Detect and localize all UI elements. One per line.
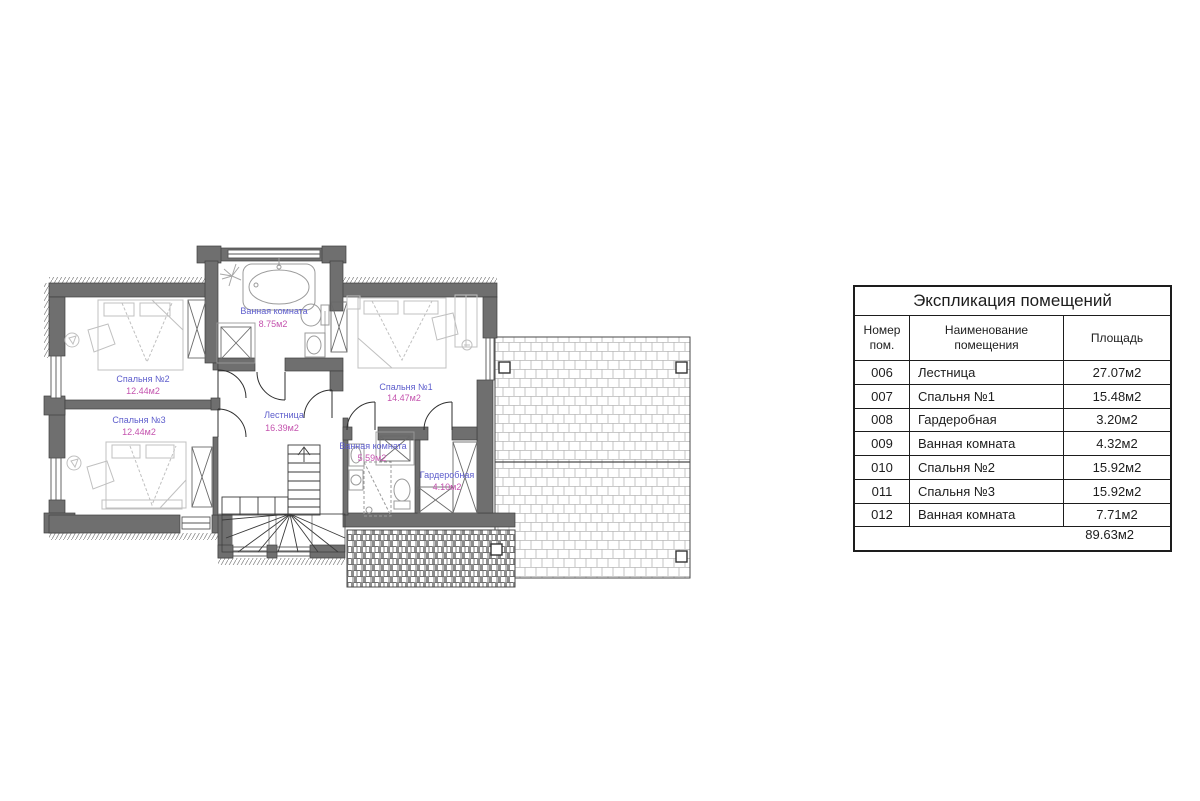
door bbox=[347, 402, 375, 430]
room-label-bedroom1: Спальня №1 bbox=[379, 382, 433, 392]
vent-shaft bbox=[217, 323, 255, 363]
window bbox=[228, 250, 320, 258]
cell-room-number: 006 bbox=[855, 361, 910, 384]
cell-room-area: 3.20м2 bbox=[1096, 412, 1138, 428]
floor-lamp bbox=[462, 340, 472, 350]
header-room-area: Площадь bbox=[1090, 330, 1144, 345]
sink bbox=[305, 333, 325, 357]
table-row bbox=[855, 456, 1170, 480]
door bbox=[218, 370, 246, 398]
table-total-row bbox=[855, 527, 1170, 550]
table-row bbox=[855, 432, 1170, 456]
room-label-wardrobe: Гардеробная bbox=[419, 470, 475, 480]
window bbox=[182, 517, 210, 529]
cell-room-name: Ванная комната bbox=[910, 432, 1064, 455]
cell-room-number: 007 bbox=[855, 385, 910, 408]
room-area-bath-top: 8.75м2 bbox=[258, 319, 288, 329]
room-area-bedroom2: 12.44м2 bbox=[126, 386, 160, 396]
header-room-number: Номер пом. bbox=[855, 316, 910, 360]
cell-room-number: 010 bbox=[855, 456, 910, 479]
cell-room-area: 4.32м2 bbox=[1096, 436, 1138, 452]
roof-bottom-strip bbox=[347, 530, 515, 587]
cell-room-area: 7.71м2 bbox=[1096, 507, 1138, 523]
cell-room-area: 15.48м2 bbox=[1092, 388, 1142, 404]
armchair bbox=[432, 313, 458, 340]
walls bbox=[44, 246, 515, 558]
window bbox=[51, 458, 61, 500]
room-label-bath-top: Ванная комната bbox=[240, 306, 308, 316]
cell-room-number: 008 bbox=[855, 409, 910, 432]
room-label-bedroom2: Спальня №2 bbox=[116, 374, 170, 384]
cell-room-name: Спальня №1 bbox=[910, 385, 1064, 408]
door bbox=[257, 372, 285, 400]
room-area-bedroom1: 14.47м2 bbox=[387, 393, 421, 403]
table-row bbox=[855, 480, 1170, 504]
table-row bbox=[855, 409, 1170, 433]
cell-room-name: Спальня №3 bbox=[910, 480, 1064, 503]
roof-hatch-marker bbox=[499, 362, 510, 373]
roof-hatch-marker bbox=[491, 544, 502, 555]
window bbox=[51, 356, 61, 398]
table-row bbox=[855, 504, 1170, 528]
window bbox=[277, 547, 310, 556]
shower bbox=[364, 462, 391, 516]
cell-room-area: 15.92м2 bbox=[1092, 459, 1142, 475]
cell-room-name: Спальня №2 bbox=[910, 456, 1064, 479]
door bbox=[304, 390, 332, 418]
roof-hatch-marker bbox=[676, 551, 687, 562]
room-area-bedroom3: 12.44м2 bbox=[122, 427, 156, 437]
cell-room-area: 27.07м2 bbox=[1092, 364, 1142, 380]
room-label-bath-small: Ванная комната bbox=[339, 441, 407, 451]
room-area-bath-small: 5.59м2 bbox=[357, 453, 387, 463]
bed bbox=[102, 442, 186, 509]
room-label-bedroom3: Спальня №3 bbox=[112, 415, 166, 425]
door bbox=[424, 402, 452, 430]
bathtub bbox=[243, 258, 315, 310]
side-table bbox=[67, 456, 81, 470]
table-header-row bbox=[855, 316, 1170, 361]
bed bbox=[98, 300, 183, 370]
armchair bbox=[87, 461, 114, 489]
toilet bbox=[394, 479, 410, 509]
cell-room-area: 15.92м2 bbox=[1092, 483, 1142, 499]
plant bbox=[220, 264, 241, 286]
table-title: Экспликация помещений bbox=[855, 287, 1170, 316]
stairs bbox=[222, 445, 345, 552]
armchair bbox=[88, 324, 115, 352]
cell-room-name: Гардеробная bbox=[910, 409, 1064, 432]
cell-room-name: Лестница bbox=[910, 361, 1064, 384]
room-area-wardrobe: 4.10м2 bbox=[432, 482, 462, 492]
table-row bbox=[855, 361, 1170, 385]
washer bbox=[349, 470, 363, 490]
cell-room-number: 011 bbox=[855, 480, 910, 503]
bed bbox=[358, 298, 446, 368]
dresser bbox=[455, 295, 477, 347]
wardrobe-box bbox=[188, 300, 206, 358]
door bbox=[218, 409, 246, 437]
table-row bbox=[855, 385, 1170, 409]
roof-hatch-marker bbox=[676, 362, 687, 373]
cell-room-number: 009 bbox=[855, 432, 910, 455]
room-area-stairs: 16.39м2 bbox=[265, 423, 299, 433]
header-room-name: Наименование помещения bbox=[910, 316, 1064, 360]
cell-room-name: Ванная комната bbox=[910, 504, 1064, 527]
total-area-value: 89.63м2 bbox=[1085, 527, 1134, 543]
wardrobe-box bbox=[192, 447, 212, 507]
roof-right bbox=[495, 337, 690, 578]
side-table bbox=[65, 333, 79, 347]
room-label-stairs: Лестница bbox=[264, 410, 304, 420]
window bbox=[486, 338, 494, 380]
explication-table bbox=[853, 285, 1172, 552]
cell-room-number: 012 bbox=[855, 504, 910, 527]
